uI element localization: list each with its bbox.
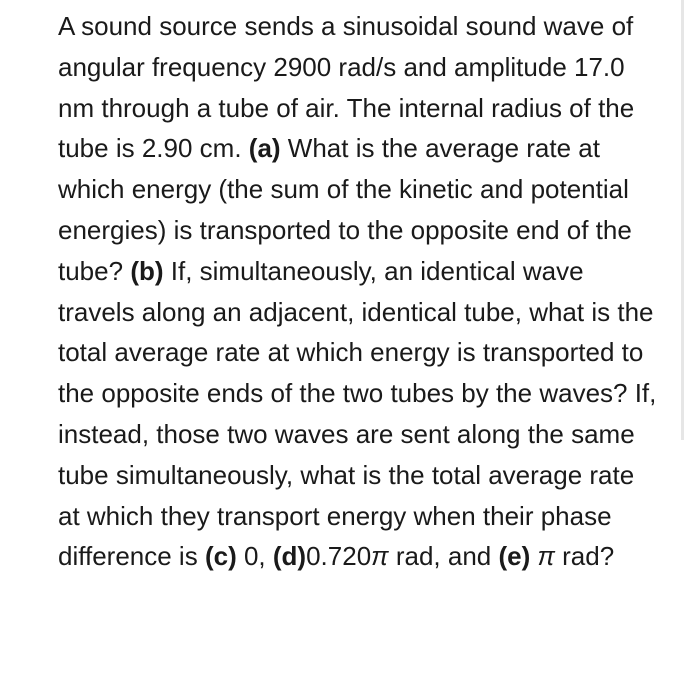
part-c-label: (c) [204, 541, 237, 572]
part-d-label: (d) [272, 541, 307, 572]
pi-symbol-e: π [537, 541, 555, 572]
problem-text [58, 6, 658, 577]
part-a-text: What is the average rate at which energy (the sum of the kinetic and potential energies) is transported to the opposite end of the tube? [58, 133, 632, 286]
part-d-unit: rad, and [395, 541, 492, 572]
problem-intro: A sound source sends a sinusoidal sound wave of angular frequency 2900 rad/s and amplitude 17.0 nm through a tube of air. The internal radius of the tube is 2.90 cm. [58, 11, 635, 164]
part-e-unit: rad? [562, 541, 615, 572]
part-a-label: (a) [248, 133, 281, 164]
pi-symbol-d: π [371, 541, 389, 572]
part-b-text: If, simultaneously, an identical wave travels along an adjacent, identical tube, what is the total average rate at which energy is transported to the opposite ends of the two tubes by the waves? If, instead, those two waves are sent along the same tube simultaneously, what is the total average rate at which they transport energy when their phase difference is [58, 255, 657, 572]
part-b-label: (b) [130, 255, 164, 286]
part-d-value: 0.720 [306, 541, 372, 572]
part-c-text: 0, [243, 541, 266, 572]
part-e-label: (e) [498, 541, 531, 572]
